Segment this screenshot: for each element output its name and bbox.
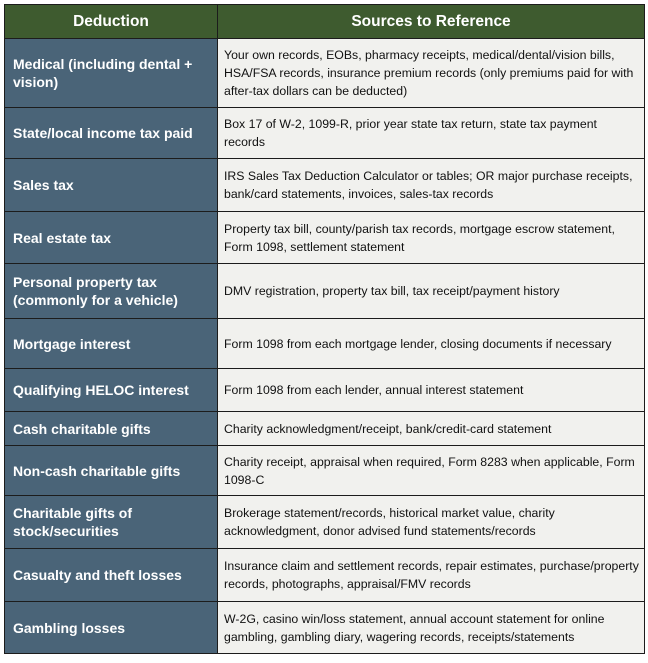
deduction-cell: Cash charitable gifts: [5, 412, 218, 446]
deduction-sources-table: [4, 4, 645, 654]
table-row: [5, 496, 645, 549]
table-row: [5, 39, 645, 108]
sources-cell: DMV registration, property tax bill, tax receipt/payment history: [218, 264, 645, 319]
deduction-cell: Real estate tax: [5, 212, 218, 264]
deduction-cell: Casualty and theft losses: [5, 549, 218, 602]
table-row: [5, 108, 645, 159]
sources-cell: Brokerage statement/records, historical market value, charity acknowledgment, donor advised fund statements/records: [218, 496, 645, 549]
header-deduction: Deduction: [5, 5, 218, 39]
table-header: [5, 5, 645, 39]
sources-cell: Form 1098 from each lender, annual interest statement: [218, 369, 645, 412]
header-row: [5, 5, 645, 39]
sources-cell: Form 1098 from each mortgage lender, closing documents if necessary: [218, 319, 645, 369]
sources-cell: Box 17 of W-2, 1099-R, prior year state tax return, state tax payment records: [218, 108, 645, 159]
table-row: [5, 159, 645, 212]
header-sources: Sources to Reference: [218, 5, 645, 39]
deduction-cell: Sales tax: [5, 159, 218, 212]
deduction-cell: Non-cash charitable gifts: [5, 446, 218, 496]
deduction-cell: Mortgage interest: [5, 319, 218, 369]
sources-cell: W-2G, casino win/loss statement, annual account statement for online gambling, gambling diary, wagering records, receipts/statements: [218, 602, 645, 654]
table-row: [5, 602, 645, 654]
sources-cell: Charity receipt, appraisal when required, Form 8283 when applicable, Form 1098-C: [218, 446, 645, 496]
table-row: [5, 212, 645, 264]
table-row: [5, 319, 645, 369]
table-body: [5, 39, 645, 654]
sources-cell: Insurance claim and settlement records, repair estimates, purchase/property records, photographs, appraisal/FMV records: [218, 549, 645, 602]
deduction-cell: Qualifying HELOC interest: [5, 369, 218, 412]
deduction-cell: Charitable gifts of stock/securities: [5, 496, 218, 549]
deduction-cell: Gambling losses: [5, 602, 218, 654]
table-row: [5, 549, 645, 602]
deduction-cell: Personal property tax (commonly for a vehicle): [5, 264, 218, 319]
table-row: [5, 264, 645, 319]
table-row: [5, 446, 645, 496]
sources-cell: Your own records, EOBs, pharmacy receipts, medical/dental/vision bills, HSA/FSA records, insurance premium records (only premiums paid for with after-tax dollars can be deducted): [218, 39, 645, 108]
table-row: [5, 412, 645, 446]
sources-cell: IRS Sales Tax Deduction Calculator or tables; OR major purchase receipts, bank/card statements, invoices, sales-tax records: [218, 159, 645, 212]
deduction-cell: State/local income tax paid: [5, 108, 218, 159]
table-row: [5, 369, 645, 412]
deduction-cell: Medical (including dental + vision): [5, 39, 218, 108]
sources-cell: Charity acknowledgment/receipt, bank/credit-card statement: [218, 412, 645, 446]
sources-cell: Property tax bill, county/parish tax records, mortgage escrow statement, Form 1098, settlement statement: [218, 212, 645, 264]
